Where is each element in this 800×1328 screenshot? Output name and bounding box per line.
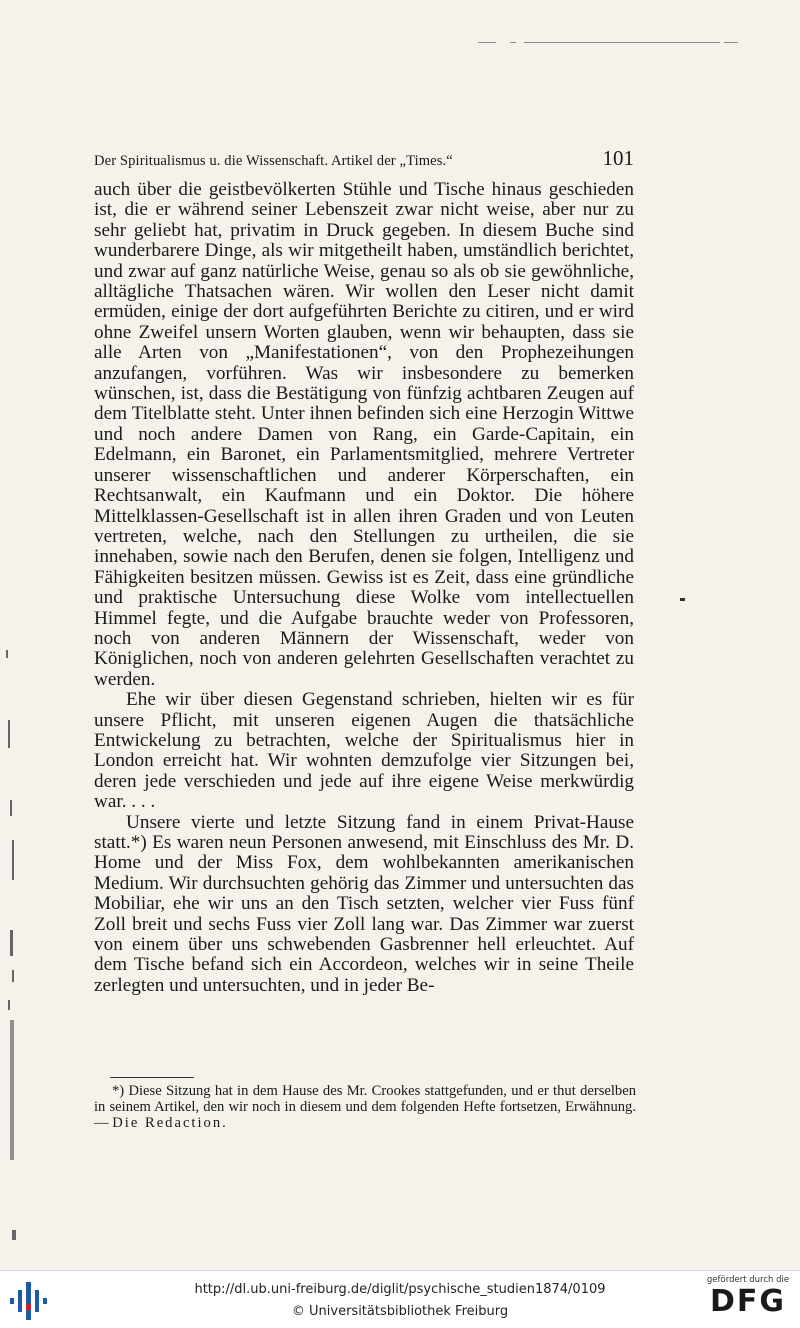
page-number: 101 (602, 146, 634, 170)
paragraph-1: auch über die geistbevölkerten Stühle und Tische hinaus geschieden ist, die er während seiner Lebenszeit zwar nicht weise, aber nur zu sehr geliebt hat, privatim in Druck gegeben. In diesem Buche sind wunderbarere Dinge, als wir mitgetheilt haben, umständlich berichtet, und zwar auf ganz natürliche Weise, genau so als ob sie gewöhnliche, alltägliche Thatsachen wären. Wir wollen den Leser nicht damit ermüden, einige der dort aufgeführten Berichte zu citiren, und er wird ohne Zweifel unsern Worten glauben, wenn wir behaupten, dass sie alle Arten von „Manifestationen“, von den Prophezeihungen anzufangen, vorführen. Was wir insbesondere zu bemerken wünschen, ist, dass die Bestätigung von fünfzig achtbaren Zeugen auf dem Titelblatte steht. Unter ihnen befinden sich eine Herzogin Wittwe und noch andere Damen von Rang, ein Garde-Capitain, ein Edelmann, ein Baronet, ein Parlamentsmitglied, mehrere Vertreter unserer wissenschaftlichen und anderer Körperschaften, ein Rechtsanwalt, ein Kaufmann und ein Doktor. Die höhere Mittelklassen-Gesellschaft ist in allen ihren Graden und von Leuten vertreten, welche, nach den Stellungen zu urtheilen, die sie innehaben, sowie nach den Berufen, denen sie folgen, Intelligenz und Fähigkeiten besitzen müssen. Gewiss ist es Zeit, dass eine gründliche und praktische Untersuchung diese Wolke vom intellectuellen Himmel fegte, und die Aufgabe brauchte weder von Professoren, noch von anderen Männern der Wissenschaft, weder von Königlichen, noch von anderen gelehrten Gesellschaften verachtet zu werden. (94, 179, 634, 690)
footnote-signature: Die Redaction. (112, 1115, 228, 1131)
funding-note: gefördert durch die (706, 1275, 790, 1285)
dfg-wordmark: DFG (709, 1284, 787, 1319)
footnote (94, 1083, 636, 1131)
footnote-text: *) Diese Sitzung hat in dem Hause des Mr. Crookes stattgefunden, und er thut derselben in seinem Artikel, den wir noch in diesem und dem folgenden Hefte fortsetzen, Erwähnung. — (94, 1083, 636, 1131)
running-title: Der Spiritualismus u. die Wissenschaft. Artikel der „Times.“ (94, 153, 453, 169)
dfg-logo (700, 1275, 796, 1325)
body-text (94, 180, 634, 996)
top-rule-fragment (478, 42, 496, 43)
margin-mark (680, 598, 685, 601)
footer-bar (0, 1270, 800, 1328)
footnote-rule (110, 1077, 194, 1078)
paragraph-2: Ehe wir über diesen Gegenstand schrieben, hielten wir es für unsere Pflicht, mit unseren eigenen Augen die thatsächliche Entwickelung zu betrachten, welche der Spiritualismus hier in London erreicht hat. Wir wohnten demzufolge vier Sitzungen bei, deren jede verschieden und jede auf ihre eigene Weise merkwürdig war. . . . (94, 689, 634, 813)
top-rule-fragment (524, 42, 720, 43)
top-rule-fragment (724, 42, 738, 43)
margin-specks (0, 640, 30, 1260)
running-header (94, 146, 634, 170)
paragraph-3: Unsere vierte und letzte Sitzung fand in einem Privat-Hause statt.*) Es waren neun Personen anwesend, mit Einschluss des Mr. D. Home und der Miss Fox, dem wohlbekannten amerikanischen Medium. Wir durchsuchten gehörig das Zimmer und untersuchten das Mobiliar, ehe wir uns an den Tisch setzten, welcher vier Fuss fünf Zoll breit und sechs Fuss vier Zoll lang war. Das Zimmer war zuerst von einem über uns schwebenden Gasbrenner hell erleuchtet. Auf dem Tische befand sich ein Accordeon, welches wir in seine Theile zerlegten und untersuchten, und in jeder Be- (94, 811, 634, 996)
copyright-notice: © Universitätsbibliothek Freiburg (291, 1304, 509, 1319)
top-rule-fragment (510, 42, 516, 43)
document-url[interactable]: http://dl.ub.uni-freiburg.de/diglit/psychische_studien1874/0109 (194, 1282, 606, 1297)
